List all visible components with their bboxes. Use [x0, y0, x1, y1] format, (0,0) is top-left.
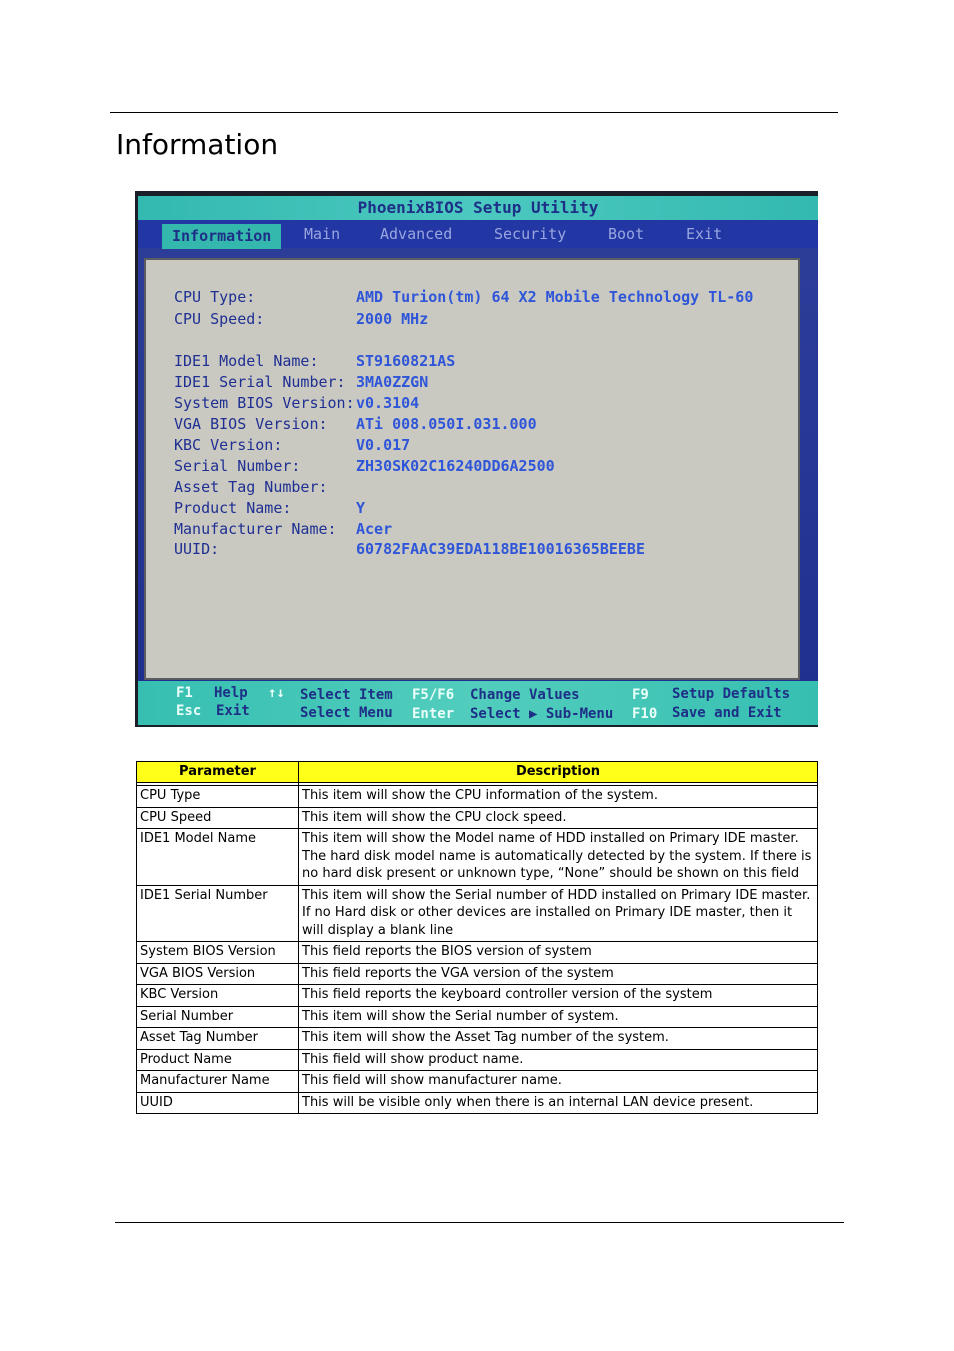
table-row: [137, 963, 818, 985]
field-value: V0.017: [356, 436, 411, 454]
field-label: KBC Version:: [174, 436, 283, 454]
param-description: This item will show the CPU clock speed.: [299, 807, 818, 829]
table-row: [137, 807, 818, 829]
table-row: [137, 1049, 818, 1071]
field-label: Manufacturer Name:: [174, 520, 337, 538]
param-name: Serial Number: [137, 1006, 299, 1028]
bios-title: PhoenixBIOS Setup Utility: [138, 196, 818, 220]
bios-info-panel: [144, 258, 800, 680]
param-description: This field will show manufacturer name.: [299, 1071, 818, 1093]
tab-advanced[interactable]: Advanced: [380, 225, 453, 243]
header-parameter: Parameter: [137, 762, 299, 783]
field-value: AMD Turion(tm) 64 X2 Mobile Technology TL-60: [356, 288, 754, 306]
field-value: ZH30SK02C16240DD6A2500: [356, 457, 555, 475]
select-menu-label: Select Menu: [300, 705, 393, 721]
esc-key: Esc: [176, 703, 202, 719]
save-exit-label: Save and Exit: [672, 705, 782, 721]
bios-key-legend: [138, 681, 818, 725]
field-label: CPU Speed:: [174, 310, 265, 328]
param-description: This field will show product name.: [299, 1049, 818, 1071]
table-row: [137, 885, 818, 942]
select-submenu-label: Select ▶ Sub-Menu: [470, 706, 614, 722]
page-title: Information: [116, 128, 279, 161]
param-description: This item will show the CPU information of the system.: [299, 786, 818, 808]
select-item-label: Select Item: [300, 687, 393, 703]
param-name: System BIOS Version: [137, 942, 299, 964]
setup-defaults-label: Setup Defaults: [672, 686, 791, 702]
field-label: System BIOS Version:: [174, 394, 355, 412]
field-value: Acer: [356, 520, 393, 538]
field-label: CPU Type:: [174, 288, 256, 306]
table-row: [137, 1028, 818, 1050]
param-name: KBC Version: [137, 985, 299, 1007]
tab-information[interactable]: Information: [162, 224, 281, 249]
bios-screenshot: [135, 191, 818, 727]
tab-exit[interactable]: Exit: [686, 225, 723, 243]
f5f6-key: F5/F6: [412, 687, 455, 703]
table-header-row: [137, 762, 818, 783]
field-value: 60782FAAC39EDA118BE10016365BEEBE: [356, 540, 645, 558]
param-name: UUID: [137, 1092, 299, 1114]
table-row: [137, 786, 818, 808]
header-description: Description: [299, 762, 818, 783]
field-value: v0.3104: [356, 394, 420, 412]
tab-boot[interactable]: Boot: [608, 225, 645, 243]
tab-main[interactable]: Main: [304, 225, 341, 243]
f9-key: F9: [632, 687, 649, 703]
table-row: [137, 1006, 818, 1028]
field-value: ATi 008.050I.031.000: [356, 415, 537, 433]
top-rule: [110, 112, 838, 113]
field-value: ST9160821AS: [356, 352, 456, 370]
table-row: [137, 829, 818, 886]
field-value: 3MA0ZZGN: [356, 373, 429, 391]
param-description: This item will show the Serial number of system.: [299, 1006, 818, 1028]
table-row: [137, 985, 818, 1007]
param-description: This item will show the Model name of HDD installed on Primary IDE master. The hard disk model name is automatically detected by the system. If there is no hard disk present or unknown type, “None” should be shown on this field: [299, 829, 818, 886]
param-name: IDE1 Serial Number: [137, 885, 299, 942]
field-label: IDE1 Model Name:: [174, 352, 319, 370]
param-description: This field reports the VGA version of the system: [299, 963, 818, 985]
param-name: CPU Type: [137, 786, 299, 808]
param-description: This item will show the Serial number of HDD installed on Primary IDE master. If no Hard disk or other devices are installed on Primary IDE master, then it will display a blank line: [299, 885, 818, 942]
table-row: [137, 1092, 818, 1114]
help-label: Help: [214, 685, 248, 701]
exit-label: Exit: [216, 703, 250, 719]
field-label: UUID:: [174, 540, 220, 558]
f1-key: F1: [176, 685, 193, 701]
field-label: VGA BIOS Version:: [174, 415, 328, 433]
param-description: This field reports the keyboard controller version of the system: [299, 985, 818, 1007]
param-name: CPU Speed: [137, 807, 299, 829]
field-label: IDE1 Serial Number:: [174, 373, 346, 391]
param-name: Asset Tag Number: [137, 1028, 299, 1050]
bios-menubar: [138, 220, 818, 248]
table-row: [137, 1071, 818, 1093]
param-name: Product Name: [137, 1049, 299, 1071]
param-name: IDE1 Model Name: [137, 829, 299, 886]
field-value: 2000 MHz: [356, 310, 429, 328]
table-row: [137, 942, 818, 964]
field-label: Asset Tag Number:: [174, 478, 328, 496]
field-label: Product Name:: [174, 499, 292, 517]
field-value: Y: [356, 499, 366, 517]
f10-key: F10: [632, 706, 658, 722]
field-label: Serial Number:: [174, 457, 301, 475]
enter-key: Enter: [412, 706, 455, 722]
bottom-rule: [115, 1222, 844, 1223]
bios-screen: [138, 196, 818, 722]
parameter-table: [136, 761, 818, 1114]
param-name: Manufacturer Name: [137, 1071, 299, 1093]
param-name: VGA BIOS Version: [137, 963, 299, 985]
param-description: This item will show the Asset Tag number of the system.: [299, 1028, 818, 1050]
tab-security[interactable]: Security: [494, 225, 567, 243]
param-description: This field reports the BIOS version of system: [299, 942, 818, 964]
change-values-label: Change Values: [470, 687, 580, 703]
param-description: This will be visible only when there is an internal LAN device present.: [299, 1092, 818, 1114]
arrow-keys-icon: ↑↓: [268, 685, 285, 701]
